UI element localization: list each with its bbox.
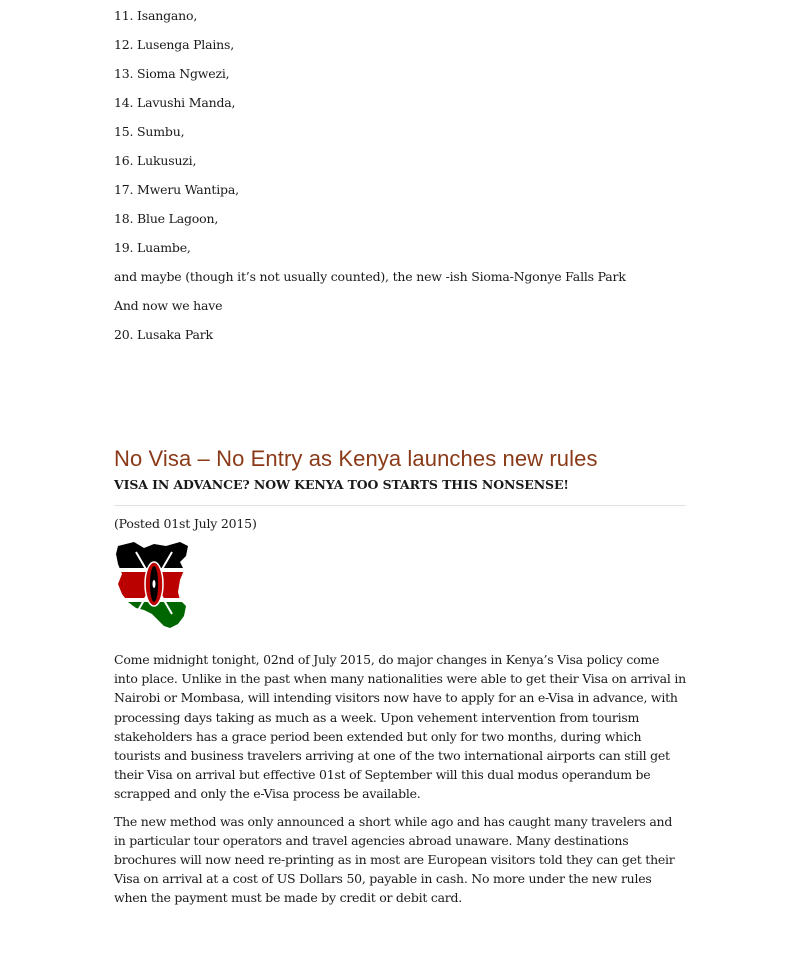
post-paragraph: Come midnight tonight, 02nd of July 2015, do major changes in Kenya’s Visa policy come into place. Unlike in the past when many nationalities were able to get their Visa on arrival in Nairobi or Mombasa, will intending visitors now have to apply for an e-Visa in advance, with processing days taking as much as a week. Upon vehement intervention from tourism stakeholders has a grace period been extended but only for two months, during which tourists and business travelers arriving at one of the two international airports can still get their Visa on arrival but effective 01st of September will this dual modus operandum be scrapped and only the e-Visa process be available. [114, 652, 686, 802]
park-list [114, 8, 686, 269]
list-last-item: 20. Lusaka Park [114, 327, 213, 342]
list-note: and maybe (though it’s not usually counted), the new -ish Sioma-Ngonye Falls Park [114, 269, 626, 284]
list-item: 14. Lavushi Manda, [114, 95, 236, 110]
list-item: 15. Sumbu, [114, 124, 185, 139]
kenya-flag-map-icon [114, 540, 194, 632]
list-item: 12. Lusenga Plains, [114, 37, 234, 52]
list-item: 16. Lukusuzi, [114, 153, 197, 168]
list-item: 17. Mweru Wantipa, [114, 182, 239, 197]
list-item: 18. Blue Lagoon, [114, 211, 219, 226]
post-paragraph: The new method was only announced a short while ago and has caught many travelers and in particular tour operators and travel agencies abroad unaware. Many destinations brochures will now need re-printing as in most are European visitors told they can get their Visa on arrival at a cost of US Dollars 50, payable in cash. No more under the new rules when the payment must be made by credit or debit card. [114, 813, 675, 906]
post-subtitle: VISA IN ADVANCE? NOW KENYA TOO STARTS THIS NONSENSE! [114, 476, 686, 506]
list-item: 13. Sioma Ngwezi, [114, 66, 230, 81]
blog-post [114, 444, 686, 908]
post-title[interactable]: No Visa – No Entry as Kenya launches new rules [114, 446, 598, 471]
park-list-section [114, 8, 686, 356]
post-date: (Posted 01st July 2015) [114, 516, 257, 531]
list-lead-in: And now we have [114, 298, 223, 313]
list-item: 11. Isangano, [114, 8, 198, 23]
list-item: 19. Luambe, [114, 240, 191, 255]
